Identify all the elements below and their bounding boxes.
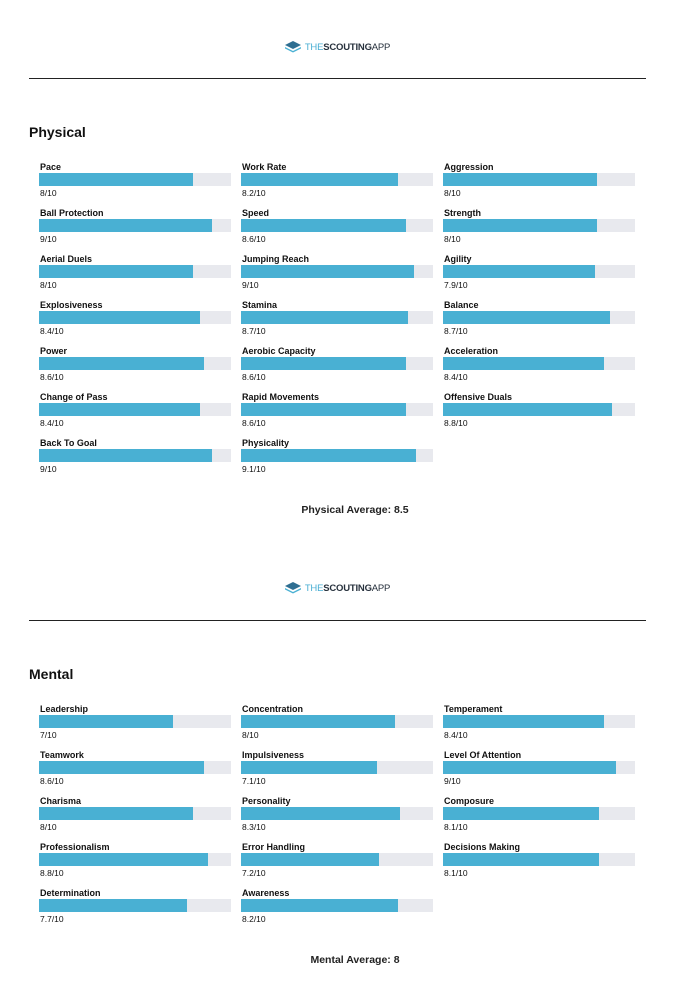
brand-logo <box>0 39 675 55</box>
metric-item <box>39 346 241 392</box>
metric-item <box>443 392 645 438</box>
metric-score: 8.2/10 <box>242 914 266 924</box>
metric-bar-fill <box>241 853 379 866</box>
header-divider <box>29 620 646 621</box>
metric-score: 8/10 <box>40 188 57 198</box>
metric-label: Level Of Attention <box>444 750 522 760</box>
section-title-physical: Physical <box>29 124 86 140</box>
metric-bar-fill <box>443 403 612 416</box>
metric-label: Awareness <box>242 888 290 898</box>
metric-bar-fill <box>443 807 599 820</box>
metric-item <box>39 842 241 888</box>
metric-label: Pace <box>40 162 62 172</box>
metric-label: Change of Pass <box>40 392 108 402</box>
layered-stack-logo-icon <box>285 41 301 53</box>
metric-bar-track <box>443 311 635 324</box>
metric-bar-fill <box>39 807 193 820</box>
metric-bar-track <box>443 403 635 416</box>
metric-bar-fill <box>39 761 204 774</box>
metric-label: Aerial Duels <box>40 254 93 264</box>
metric-bar-fill <box>241 311 408 324</box>
metric-label: Concentration <box>242 704 304 714</box>
metric-score: 8/10 <box>40 280 57 290</box>
metric-label: Power <box>40 346 68 356</box>
metric-bar-track <box>241 173 433 186</box>
section-title-mental: Mental <box>29 666 74 682</box>
metric-label: Strength <box>444 208 481 218</box>
metric-label: Aggression <box>444 162 494 172</box>
metric-bar-fill <box>443 715 604 728</box>
metric-bar-track <box>39 265 231 278</box>
metric-label: Physicality <box>242 438 290 448</box>
metric-bar-track <box>39 899 231 912</box>
metric-item <box>39 888 241 934</box>
metric-bar-fill <box>39 449 212 462</box>
metric-score: 7.7/10 <box>40 914 64 924</box>
metric-label: Composure <box>444 796 495 806</box>
metric-bar-track <box>241 715 433 728</box>
brand-logo <box>0 580 675 596</box>
metric-label: Offensive Duals <box>444 392 513 402</box>
header-divider <box>29 78 646 79</box>
metric-score: 8.7/10 <box>242 326 266 336</box>
metric-bar-fill <box>241 357 406 370</box>
metric-label: Explosiveness <box>40 300 103 310</box>
metric-bar-track <box>443 265 635 278</box>
metric-label: Back To Goal <box>40 438 97 448</box>
metric-label: Temperament <box>444 704 503 714</box>
metric-bar-fill <box>39 219 212 232</box>
metric-bar-fill <box>443 265 595 278</box>
metric-bar-fill <box>39 311 200 324</box>
metric-bar-track <box>443 715 635 728</box>
metric-item <box>241 346 443 392</box>
metric-bar-track <box>241 761 433 774</box>
metric-score: 8.1/10 <box>444 822 468 832</box>
metric-bar-track <box>443 807 635 820</box>
physical-metrics-grid <box>39 162 645 484</box>
metric-score: 7.9/10 <box>444 280 468 290</box>
metric-bar-fill <box>443 173 597 186</box>
brand-wordmark: THE SCOUTING APP <box>304 582 391 594</box>
metric-label: Teamwork <box>40 750 84 760</box>
metric-item <box>241 888 443 934</box>
metric-bar-fill <box>443 219 597 232</box>
metric-bar-fill <box>241 173 398 186</box>
metric-bar-fill <box>39 357 204 370</box>
metric-item <box>443 208 645 254</box>
metric-bar-track <box>241 807 433 820</box>
metric-bar-fill <box>39 715 173 728</box>
metric-score: 8.2/10 <box>242 188 266 198</box>
metric-item <box>241 392 443 438</box>
metric-item <box>39 704 241 750</box>
metric-bar-fill <box>241 219 406 232</box>
metric-score: 8/10 <box>242 730 259 740</box>
metric-bar-track <box>241 219 433 232</box>
metric-bar-track <box>443 357 635 370</box>
metric-item <box>443 750 645 796</box>
metric-label: Decisions Making <box>444 842 521 852</box>
metric-bar-track <box>241 449 433 462</box>
metric-bar-fill <box>443 761 616 774</box>
metric-bar-fill <box>39 265 193 278</box>
metric-item <box>39 162 241 208</box>
metric-score: 9/10 <box>444 776 461 786</box>
metric-score: 8.4/10 <box>40 326 64 336</box>
metric-score: 9.1/10 <box>242 464 266 474</box>
mental-metrics-grid <box>39 704 645 934</box>
metric-item <box>241 750 443 796</box>
metric-score: 8.6/10 <box>40 372 64 382</box>
metric-item <box>241 300 443 346</box>
metric-item <box>241 254 443 300</box>
metric-bar-track <box>241 853 433 866</box>
metric-item <box>39 750 241 796</box>
metric-bar-fill <box>443 311 610 324</box>
metric-bar-track <box>241 899 433 912</box>
metric-score: 8.6/10 <box>242 418 266 428</box>
metric-label: Agility <box>444 254 472 264</box>
layered-stack-logo-icon <box>285 582 301 594</box>
metric-item <box>241 796 443 842</box>
metric-score: 9/10 <box>242 280 259 290</box>
metric-score: 8.4/10 <box>444 372 468 382</box>
metric-item <box>39 300 241 346</box>
metric-bar-fill <box>443 357 604 370</box>
metric-item <box>241 208 443 254</box>
metric-item <box>443 254 645 300</box>
metric-label: Personality <box>242 796 291 806</box>
metric-label: Error Handling <box>242 842 306 852</box>
metric-bar-track <box>39 761 231 774</box>
metric-bar-fill <box>443 853 599 866</box>
metric-bar-fill <box>241 807 400 820</box>
metric-score: 8.8/10 <box>40 868 64 878</box>
metric-bar-fill <box>39 173 193 186</box>
metric-bar-fill <box>241 403 406 416</box>
metric-item <box>39 438 241 484</box>
metric-item <box>241 704 443 750</box>
metric-label: Leadership <box>40 704 89 714</box>
metric-item <box>39 254 241 300</box>
metric-label: Rapid Movements <box>242 392 320 402</box>
metric-score: 7/10 <box>40 730 57 740</box>
metric-bar-fill <box>241 761 377 774</box>
metric-label: Acceleration <box>444 346 499 356</box>
metric-score: 8.3/10 <box>242 822 266 832</box>
metric-bar-fill <box>39 853 208 866</box>
metric-label: Impulsiveness <box>242 750 305 760</box>
metric-score: 8.6/10 <box>242 234 266 244</box>
metric-score: 7.1/10 <box>242 776 266 786</box>
metric-score: 8/10 <box>444 188 461 198</box>
metric-bar-track <box>39 311 231 324</box>
metric-bar-track <box>39 173 231 186</box>
metric-score: 8.6/10 <box>40 776 64 786</box>
metric-label: Determination <box>40 888 101 898</box>
metric-bar-track <box>241 403 433 416</box>
metric-bar-fill <box>241 449 416 462</box>
metric-item <box>241 162 443 208</box>
metric-bar-fill <box>39 899 187 912</box>
metric-item <box>443 162 645 208</box>
metric-score: 8.8/10 <box>444 418 468 428</box>
metric-bar-track <box>443 173 635 186</box>
metric-label: Speed <box>242 208 270 218</box>
metric-bar-track <box>443 761 635 774</box>
metric-score: 9/10 <box>40 464 57 474</box>
metric-bar-track <box>39 807 231 820</box>
metric-score: 8.4/10 <box>40 418 64 428</box>
metric-item <box>241 438 443 484</box>
physical-average: Physical Average: 8.5 <box>301 504 409 516</box>
metric-item <box>443 704 645 750</box>
metric-score: 8.6/10 <box>242 372 266 382</box>
metric-item <box>241 842 443 888</box>
metric-bar-track <box>241 311 433 324</box>
metric-label: Jumping Reach <box>242 254 310 264</box>
metric-item <box>39 392 241 438</box>
metric-bar-track <box>39 219 231 232</box>
metric-label: Work Rate <box>242 162 287 172</box>
metric-item <box>443 842 645 888</box>
metric-bar-fill <box>241 899 398 912</box>
metric-bar-track <box>39 357 231 370</box>
metric-item <box>443 346 645 392</box>
metric-bar-track <box>443 219 635 232</box>
metric-item <box>443 796 645 842</box>
metric-item <box>443 300 645 346</box>
metric-score: 8.7/10 <box>444 326 468 336</box>
metric-bar-track <box>241 265 433 278</box>
metric-bar-track <box>39 403 231 416</box>
metric-bar-track <box>39 715 231 728</box>
metric-score: 7.2/10 <box>242 868 266 878</box>
metric-label: Balance <box>444 300 479 310</box>
metric-bar-track <box>39 449 231 462</box>
metric-score: 8.4/10 <box>444 730 468 740</box>
metric-score: 8/10 <box>40 822 57 832</box>
metric-score: 9/10 <box>40 234 57 244</box>
metric-item <box>39 208 241 254</box>
metric-bar-fill <box>39 403 200 416</box>
metric-bar-track <box>241 357 433 370</box>
metric-label: Aerobic Capacity <box>242 346 316 356</box>
metric-label: Charisma <box>40 796 82 806</box>
metric-label: Stamina <box>242 300 278 310</box>
metric-item <box>39 796 241 842</box>
metric-label: Ball Protection <box>40 208 104 218</box>
metric-label: Professionalism <box>40 842 110 852</box>
metric-bar-fill <box>241 715 395 728</box>
metric-score: 8.1/10 <box>444 868 468 878</box>
brand-wordmark: THE SCOUTING APP <box>304 41 391 53</box>
mental-average: Mental Average: 8 <box>310 954 400 966</box>
metric-score: 8/10 <box>444 234 461 244</box>
metric-bar-track <box>39 853 231 866</box>
metric-bar-fill <box>241 265 414 278</box>
metric-bar-track <box>443 853 635 866</box>
